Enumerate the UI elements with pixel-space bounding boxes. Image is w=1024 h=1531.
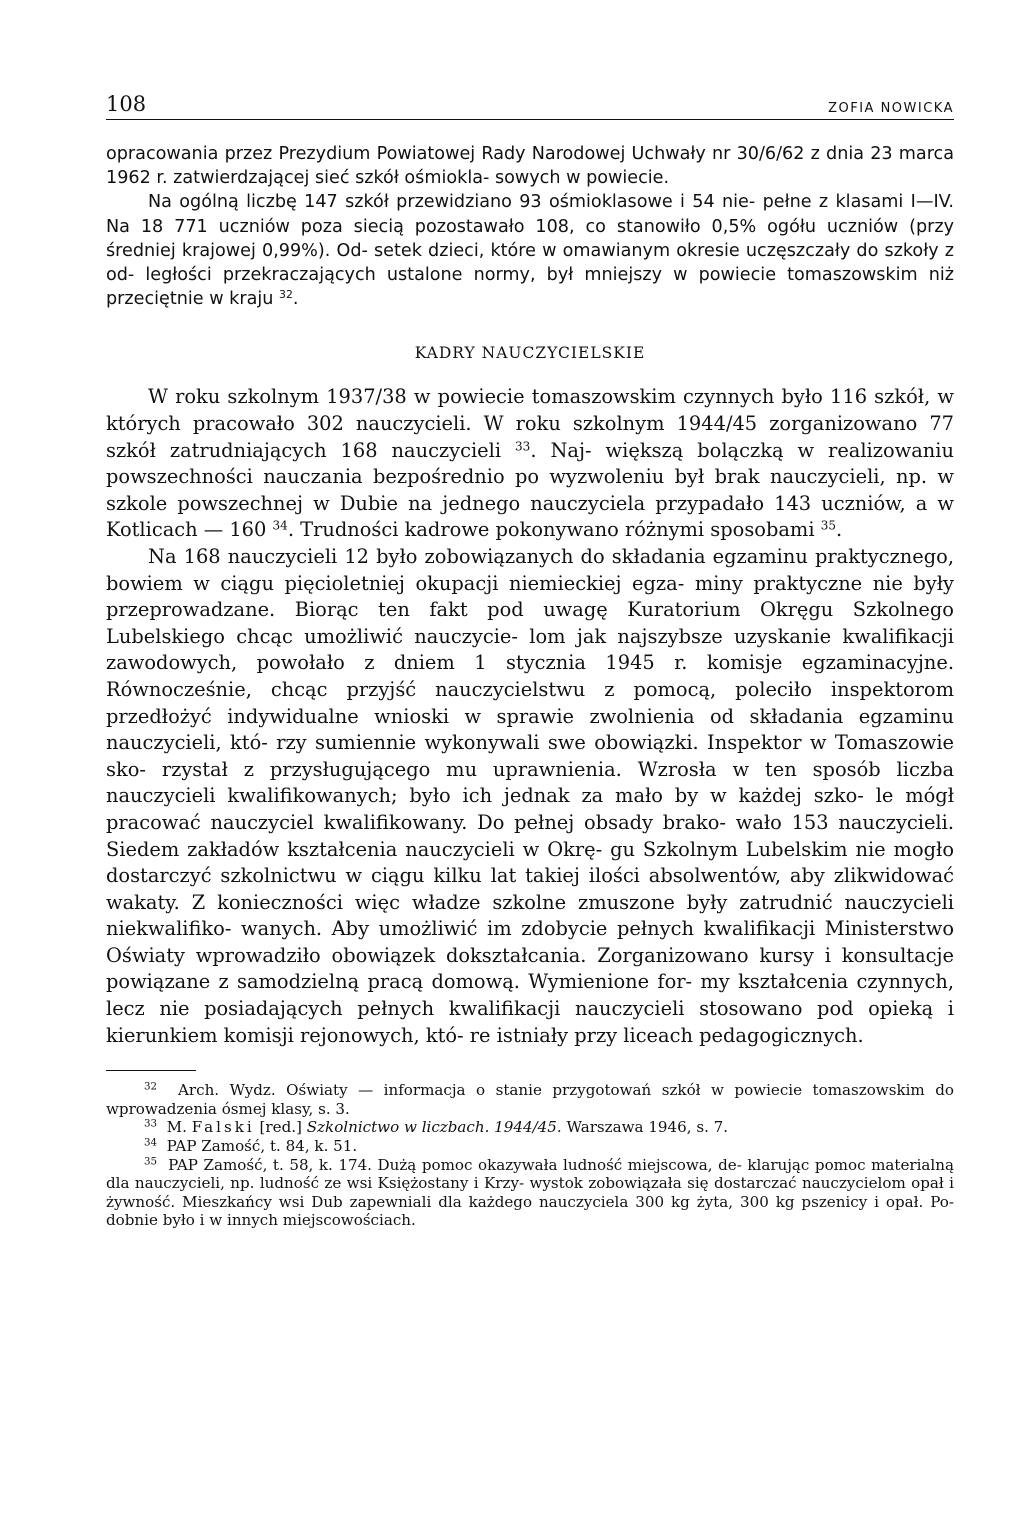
book-title: Szkolnictwo w liczbach. 1944/45. xyxy=(306,1118,562,1137)
footnote-number: 34 xyxy=(144,1136,158,1149)
page-number: 108 xyxy=(106,92,147,116)
author-name: Falski xyxy=(191,1118,255,1137)
footnote-ref-34: 34 xyxy=(272,518,288,533)
paragraph-teachers-count: W roku szkolnym 1937/38 w powiecie tomaszowskim czynnych było 116 szkół, w których pracowało 302 nauczycieli. W roku szkolnym 1944/45 zorganizowano 77 szkół zatrudniających 168 nauczycieli $^{33}$. Naj- większą bolączką w realizowaniu powszechności nauczania bezpośrednio po wyzwoleniu był brak nauczycieli, np. w szkole powszechnej w Dubie na jednego nauczyciela przypadało 143 uczniów, a w Kotlicach — 160 $^{34}$. Trudności kadrowe pokonywano różnymi sposobami $^{35}$. xyxy=(106,385,954,542)
footnote-ref-32: 32 xyxy=(279,288,293,302)
body-text xyxy=(106,142,954,1230)
footnote-separator xyxy=(106,1070,196,1071)
footnote-number: 32 xyxy=(144,1080,158,1093)
footnote-32: $^{32}$ Arch. Wydz. Oświaty — informacja o stanie przygotowań szkół w powiecie tomaszowskim do wprowadzenia ósmej klasy, s. 3. xyxy=(106,1080,954,1118)
section-heading: KADRY NAUCZYCIELSKIE xyxy=(414,344,646,363)
footnote-number: 35 xyxy=(144,1155,158,1167)
running-head: ZOFIA NOWICKA xyxy=(828,101,954,116)
footnote-number: 33 xyxy=(144,1117,158,1130)
page xyxy=(106,90,954,1230)
footnote-ref-35: 35 xyxy=(820,518,836,533)
paragraph-continued: opracowania przez Prezydium Powiatowej Rady Narodowej Uchwały nr 30/6/62 z dnia 23 marca 1962 r. zatwierdzającej sieć szkół ośmiokla- sowych w powiecie. xyxy=(106,144,954,189)
footnote-ref-33: 33 xyxy=(515,439,531,453)
page-header xyxy=(106,90,954,120)
paragraph-qualifications: Na 168 nauczycieli 12 było zobowiązanych do składania egzaminu praktycznego, bowiem w ciągu pięcioletniej okupacji niemieckiej egza- miny praktyczne nie były przeprowadzane. Biorąc ten fakt pod uwagę Kuratorium Okręgu Szkolnego Lubelskiego chcąc umożliwić nauczycie- lom jak najszybsze uzyskanie kwalifikacji zawodowych, powołało z dniem 1 stycznia 1945 r. komisje egzaminacyjne. Równocześnie, chcąc przyjść nauczycielstwu z pomocą, poleciło inspektorom przedłożyć indywidualne wnioski w sprawie zwolnienia od składania egzaminu nauczycieli, któ- rzy sumiennie wykonywali swe obowiązki. Inspektor w Tomaszowie sko- rzystał z przysługującego mu uprawnienia. Wzrosła w ten sposób liczba nauczycieli kwalifikowanych; było ich jednak za mało by w każdej szko- le mógł pracować nauczyciel kwalifikowany. Do pełnej obsady brako- wało 153 nauczycieli. Siedem zakładów kształcenia nauczycieli w Okrę- gu Szkolnym Lubelskim nie mogło dostarczyć szkolnictwu w ciągu kilku lat takiej ilości absolwentów, aby zlikwidować wakaty. Z konieczności więc władze szkolne zmuszone były zatrudnić nauczycieli niekwalifiko- wanych. Aby umożliwić im zdobycie pełnych kwalifikacji Ministerstwo Oświaty wprowadziło obowiązek dokształcania. Zorganizowano kursy i konsultacje powiązane z samodzielną pracą domową. Wymienione for- my kształcenia czynnych, lecz nie posiadających pełnych kwalifikacji nauczycieli stosowano pod opieką i kierunkiem komisji rejonowych, któ- re istniały przy liceach pedagogicznych. xyxy=(106,544,955,1047)
footnotes xyxy=(106,1081,954,1230)
footnote-33: $^{33}$ M. Falski [red.] Szkolnictwo w liczbach. 1944/45. Warszawa 1946, s. 7. xyxy=(144,1117,729,1137)
paragraph-school-network: Na ogólną liczbę 147 szkół przewidziano 93 ośmioklasowe i 54 nie- pełne z klasami I—IV. Na 18 771 uczniów poza siecią pozostawało 108, co stanowiło 0,5% ogółu uczniów (przy średniej krajowej 0,99%). Od- setek dzieci, które w omawianym okresie uczęszczały do szkoły z od- ległości przekraczających ustalone normy, był mniejszy w powiecie tomaszowskim niż przeciętnie w kraju $^{32}$. xyxy=(106,192,954,310)
footnote-34: $^{34}$ PAP Zamość, t. 84, k. 51. xyxy=(144,1136,358,1156)
footnote-35: $^{35}$ PAP Zamość, t. 58, k. 174. Dużą pomoc okazywała ludność miejscowa, de- klarując pomoc materialną dla nauczycieli, np. ludność ze wsi Księżostany i Krzy- wystok zobowiązała się dostarczać nauczycielom opał i żywność. Mieszkańcy wsi Dub zapewniali dla każdego nauczyciela 300 kg żyta, 300 kg pszenicy i opał. Po- dobnie było i w innych miejscowościach. xyxy=(106,1155,954,1230)
